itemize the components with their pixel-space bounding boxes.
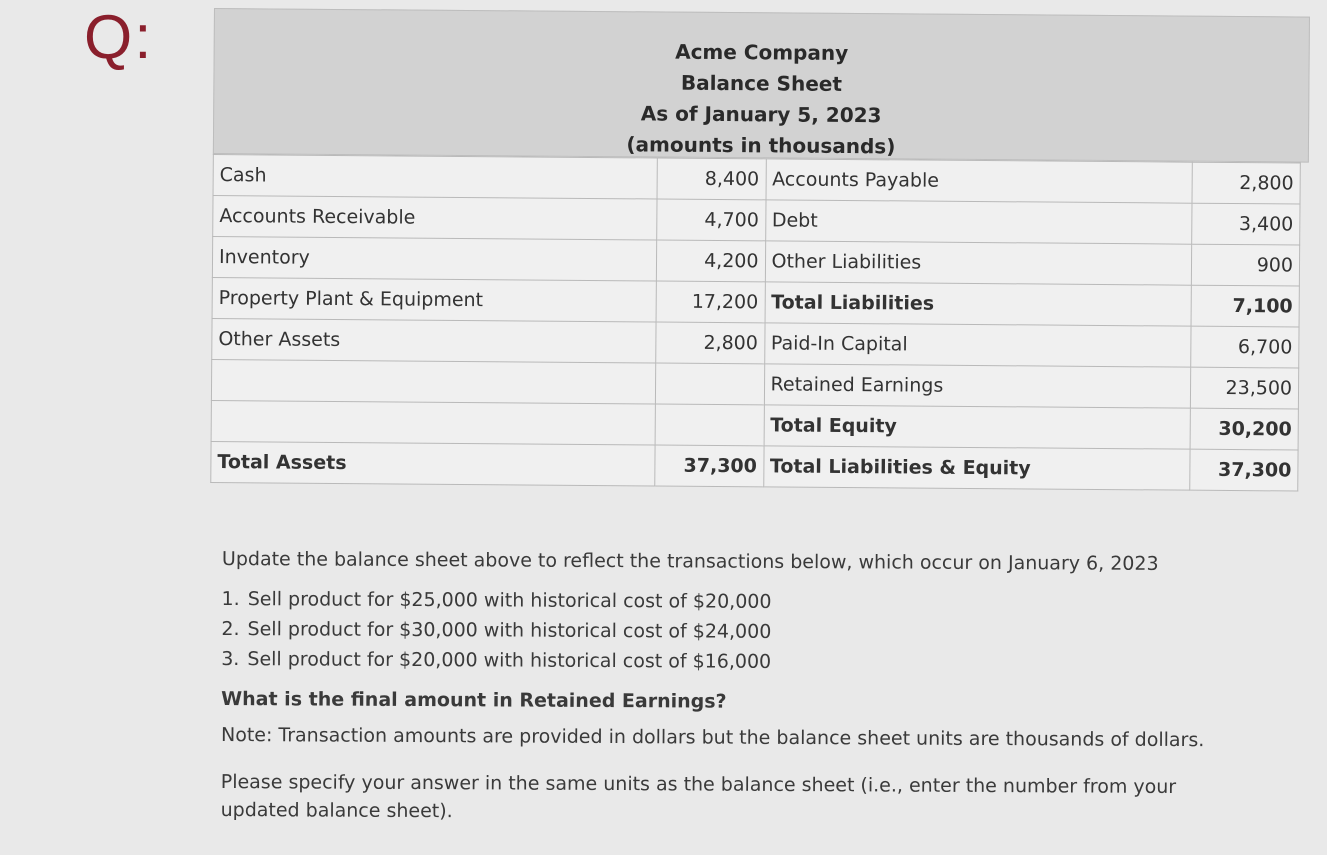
total-liabilities-equity-label: Total Liabilities & Equity	[763, 446, 1189, 490]
list-item: 2. Sell product for $30,000 with historical cost of $24,000	[245, 614, 1251, 649]
asset-value	[655, 404, 764, 446]
transaction-list	[221, 584, 1251, 679]
liability-label: Paid-In Capital	[764, 323, 1190, 367]
balance-sheet-header	[213, 8, 1310, 163]
table-row	[211, 441, 1298, 491]
balance-sheet-table	[210, 154, 1301, 492]
list-item: 3. Sell product for $20,000 with historical cost of $16,000	[245, 644, 1251, 679]
asset-value: 2,800	[656, 322, 765, 364]
total-liabilities-value: 7,100	[1191, 285, 1300, 327]
question-label: Q:	[84, 3, 154, 72]
answer-instruction: Please specify your answer in the same units as the balance sheet (i.e., enter the number from your updated balance sheet).	[220, 770, 1177, 823]
total-assets-label: Total Assets	[211, 441, 656, 485]
total-equity-label: Total Equity	[764, 405, 1190, 449]
list-item: 1. Sell product for $25,000 with historical cost of $20,000	[246, 584, 1252, 619]
question-text	[221, 548, 1252, 829]
total-liabilities-label: Total Liabilities	[765, 282, 1191, 326]
asset-value: 17,200	[656, 281, 765, 323]
liability-label: Accounts Payable	[766, 159, 1192, 203]
liability-label: Other Liabilities	[765, 241, 1191, 285]
company-name: Acme Company	[675, 39, 849, 65]
total-equity-value: 30,200	[1190, 408, 1299, 450]
asset-label: Accounts Receivable	[213, 195, 658, 239]
sheet-title: Balance Sheet	[680, 70, 843, 96]
liability-label: Debt	[765, 200, 1191, 244]
asset-value: 4,700	[657, 199, 766, 241]
total-assets-value: 37,300	[655, 445, 764, 487]
asset-label: Property Plant & Equipment	[212, 277, 657, 321]
asset-label: Cash	[213, 154, 658, 198]
question-heading: What is the final amount in Retained Earnings?	[221, 687, 727, 713]
sheet-date: As of January 5, 2023	[640, 101, 882, 128]
asset-label	[211, 359, 656, 403]
intro-text: Update the balance sheet above to reflect the transactions below, which occur on January 6, 2023	[221, 548, 1159, 575]
total-liabilities-equity-value: 37,300	[1189, 449, 1298, 491]
units-note: Note: Transaction amounts are provided in dollars but the balance sheet units are thousands of dollars.	[220, 723, 1205, 752]
asset-label: Inventory	[212, 236, 657, 280]
retained-earnings-value: 23,500	[1190, 367, 1299, 409]
asset-label	[211, 400, 656, 444]
liability-value: 3,400	[1191, 203, 1300, 245]
liability-value: 900	[1191, 244, 1300, 286]
retained-earnings-label: Retained Earnings	[764, 364, 1190, 408]
sheet-units: (amounts in thousands)	[626, 132, 896, 159]
asset-value	[656, 363, 765, 405]
asset-value: 4,200	[657, 240, 766, 282]
liability-value: 2,800	[1192, 162, 1301, 204]
asset-label: Other Assets	[212, 318, 657, 362]
asset-value: 8,400	[657, 158, 766, 200]
balance-sheet	[210, 8, 1310, 497]
liability-value: 6,700	[1190, 326, 1299, 368]
